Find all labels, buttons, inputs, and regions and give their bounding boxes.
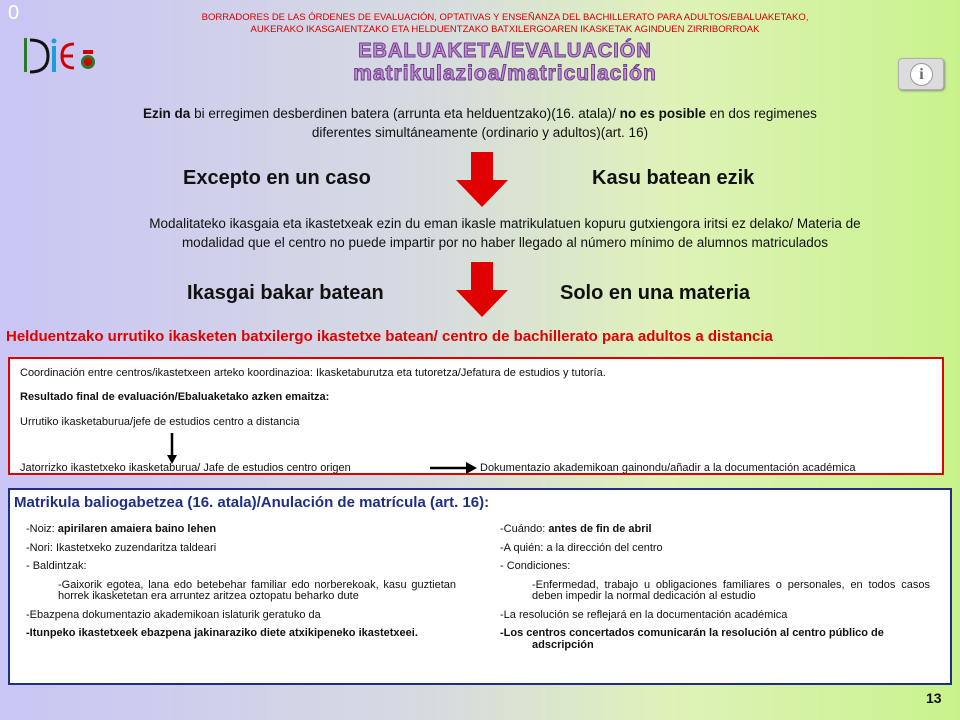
page-title: EBALUAKETA/EVALUACIÓN [358, 40, 652, 62]
slide-index: 0 [8, 2, 20, 24]
header-title [150, 12, 860, 36]
die-logo-icon [18, 36, 104, 76]
coord-line-4-left: Jatorrizko ikastetxeko ikasketaburua/ Jafe de estudios centro origen [20, 462, 351, 474]
red-down-arrow-icon-2 [452, 262, 512, 318]
intro-line-2: diferentes simultáneamente (ordinario y adultos)(art. 16) [311, 125, 649, 140]
down-arrow-icon [166, 433, 178, 465]
intro-text [70, 104, 890, 142]
page-subtitle: matrikulazioa/matriculación [353, 62, 657, 85]
red-down-arrow-icon [452, 152, 512, 208]
intro-bold-2: no es posible [619, 106, 706, 121]
coord-line-3: Urrutiko ikasketaburua/jefe de estudios centro a distancia [20, 416, 300, 428]
baldintzak-item: - Baldintzak: [26, 560, 87, 572]
single-right: Solo en una materia [560, 282, 751, 304]
modality-text [100, 214, 910, 252]
info-icon: i [910, 63, 933, 86]
header-line-2: AUKERAKO IKASGAIENTZAKO ETA HELDUENTZAKO BATXILERGOAREN IKASKETAK AGINDUEN ZIRRIBORROAK [250, 24, 760, 35]
header-line-1: BORRADORES DE LAS ÓRDENES DE EVALUACIÓN, OPTATIVAS Y ENSEÑANZA DEL BACHILLERATO PARA ADULTOS/EBALUAKETAKO, [201, 12, 809, 23]
distance-heading: Helduentzako urrutiko ikasketen batxilergo ikastetxe batean/ centro de bachillerato para adultos a distancia [6, 328, 773, 345]
coord-line-1: Coordinación entre centros/ikastetxeen arteko koordinazioa: Ikasketaburutza eta tutoretza/Jefatura de estudios y tutoría. [20, 367, 606, 379]
right-arrow-icon [430, 461, 478, 475]
info-button[interactable] [898, 58, 944, 90]
page-number: 13 [926, 690, 942, 706]
noiz-item: -Noiz: apirilaren amaiera baino lehen [26, 523, 217, 535]
single-left: Ikasgai bakar batean [187, 282, 384, 304]
intro-text-2: en dos regimenes [705, 106, 817, 121]
annulment-title: Matrikula baliogabetzea (16. atala)/Anulación de matrícula (art. 16): [14, 494, 490, 511]
quien-item: -A quién: a la dirección del centro [500, 541, 663, 554]
nori-item: -Nori: Ikastetxeko zuzendaritza taldeari [26, 541, 217, 554]
itunpeko-item: -Itunpeko ikastetxeek ebazpena jakinaraziko diete atxikipeneko ikastetxeei. [26, 627, 418, 639]
die-logo [18, 36, 104, 76]
case-right: Kasu batean ezik [592, 167, 755, 189]
concertados-item: -Los centros concertados comunicarán la resolución al centro público de adscripción [500, 627, 884, 651]
baldintzak-text: -Gaixorik egotea, lana edo betebehar familiar edo norberekoak, kasu guztietan horrek ikasketetan era arruntez aritzea oztopatu beharko dute [58, 578, 456, 602]
ebazpena-item: -Ebazpena dokumentazio akademikoan islaturik geratuko da [26, 608, 321, 621]
case-left: Excepto en un caso [183, 167, 371, 189]
coord-line-2: Resultado final de evaluación/Ebaluaketako azken emaitza: [20, 391, 330, 403]
intro-bold-1: Ezin da [143, 106, 191, 121]
cuando-item: -Cuándo: antes de fin de abril [500, 523, 652, 535]
coord-line-4-right: Dokumentazio akademikoan gainondu/añadir a la documentación académica [480, 462, 856, 474]
annulment-left-column [26, 524, 456, 647]
condiciones-item: - Condiciones: [500, 560, 571, 572]
coordination-box [8, 357, 944, 475]
modality-line-1: Modalitateko ikasgaia eta ikastetxeak ezin du eman ikasle matrikulatuen kopuru gutxiengora iritsi ez delako/ Materia de [149, 216, 861, 231]
modality-line-2: modalidad que el centro no puede impartir por no haber llegado al número mínimo de alumnos matriculados [181, 235, 829, 250]
intro-text-1: bi erregimen desberdinen batera (arrunta eta helduentzako)(16. atala)/ [190, 106, 620, 121]
condiciones-text: -Enfermedad, trabajo u obligaciones familiares o personales, en todos casos deben impedir la normal dedicación al estudio [532, 578, 930, 602]
annulment-box [8, 488, 952, 685]
annulment-right-column [500, 524, 930, 658]
resolucion-item: -La resolución se reflejará en la documentación académica [500, 608, 788, 621]
